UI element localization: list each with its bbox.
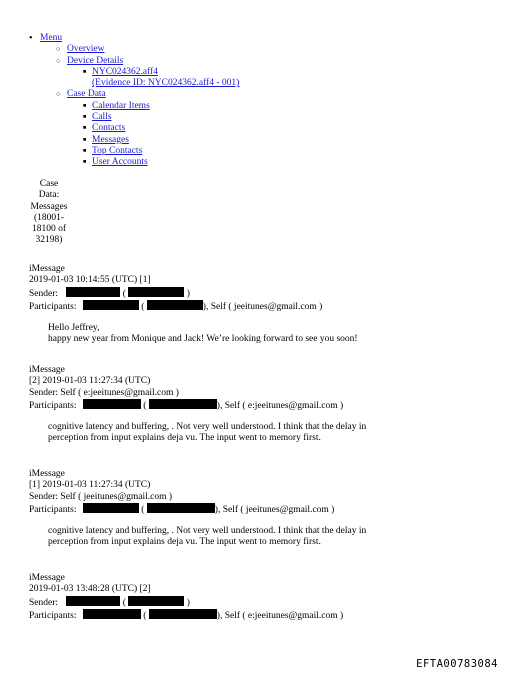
sender-label: Sender: — [29, 491, 59, 502]
participants-label: Participants: — [29, 610, 77, 621]
nav-item-overview — [67, 44, 239, 55]
message-timestamp: [1] 2019-01-03 11:27:34 (UTC) — [29, 480, 151, 491]
nav-item-user-accounts — [92, 157, 239, 168]
nav-item-case-data — [67, 89, 239, 168]
message-participants: Participants: ( ), Self ( jeeitunes@gmail.com ) — [29, 504, 335, 515]
message-body — [48, 422, 366, 445]
participants-self: ), Self ( jeeitunes@gmail.com ) — [202, 301, 323, 312]
redaction-bar — [66, 596, 120, 606]
document-id: EFTA00783084 — [416, 657, 498, 670]
menu-link[interactable]: Menu — [40, 33, 63, 43]
nav-item-messages — [92, 135, 239, 146]
message-body-line: cognitive latency and buffering, . Not very well understood. I think that the delay in — [48, 422, 367, 433]
message-type: iMessage — [29, 365, 65, 375]
message-body-line: perception from input explains deja vu. The input went to memory first. — [48, 433, 321, 444]
sender-label: Sender: — [29, 387, 59, 398]
message-sender: Sender: ( ) — [29, 597, 190, 608]
user-accounts-link[interactable]: User Accounts — [92, 157, 148, 168]
redaction-bar — [147, 300, 203, 310]
redaction-bar — [83, 503, 139, 513]
participants-label: Participants: — [29, 504, 77, 515]
message-body-line: happy new year from Monique and Jack! We’re looking forward to see you soon! — [48, 334, 358, 345]
redaction-bar — [83, 399, 141, 409]
message-sender — [29, 492, 366, 503]
case-data-link[interactable]: Case Data — [67, 89, 106, 100]
caption-line: Data: — [38, 190, 60, 201]
sender-label: Sender: — [29, 288, 59, 299]
caption-line: Messages — [30, 201, 68, 212]
device-file-link[interactable] — [92, 67, 239, 88]
device-details-link[interactable]: Device Details — [67, 55, 124, 66]
sender-self: Self ( e:jeeitunes@gmail.com ) — [60, 387, 179, 398]
message-timestamp: 2019-01-03 10:14:55 (UTC) [1] — [29, 275, 151, 286]
message-body-line: Hello Jeffrey, — [48, 323, 100, 334]
message-timestamp: 2019-01-03 13:48:28 (UTC) [2] — [29, 584, 151, 595]
message-body — [48, 526, 366, 549]
calls-link[interactable]: Calls — [92, 112, 112, 123]
redaction-bar — [147, 503, 215, 513]
menu-root — [40, 33, 239, 169]
message-body-line: perception from input explains deja vu. The input went to memory first. — [48, 537, 321, 548]
calendar-items-link[interactable]: Calendar Items — [92, 100, 150, 111]
redaction-bar — [66, 287, 120, 297]
participants-label: Participants: — [29, 400, 77, 411]
message-participants: Participants: ( ), Self ( e:jeeitunes@gmail.com ) — [29, 400, 344, 411]
message-type: iMessage — [29, 573, 65, 583]
redaction-bar — [149, 609, 217, 619]
redaction-bar — [83, 609, 141, 619]
message-type: iMessage — [29, 469, 65, 479]
message-record — [29, 573, 343, 622]
caption-line: (18001- — [33, 212, 65, 223]
nav-item-device-details — [67, 56, 239, 90]
navigation-menu — [40, 33, 239, 169]
message-sender: Sender: ( ) — [29, 288, 190, 299]
sender-self: Self ( jeeitunes@gmail.com ) — [60, 491, 173, 502]
nav-item-device-file — [92, 67, 239, 90]
redaction-bar — [83, 300, 139, 310]
message-record — [29, 469, 366, 549]
nav-item-contacts — [92, 123, 239, 134]
nav-item-calendar-items — [92, 101, 239, 112]
message-timestamp: [2] 2019-01-03 11:27:34 (UTC) — [29, 376, 151, 387]
top-contacts-link[interactable]: Top Contacts — [92, 145, 143, 156]
caption-line: Case — [39, 179, 59, 189]
evidence-id: (Evidence ID: NYC024362.aff4 - 001) — [92, 78, 240, 89]
messages-link[interactable]: Messages — [92, 134, 129, 145]
caption-line: 32198) — [35, 235, 63, 246]
nav-item-calls — [92, 112, 239, 123]
participants-self: ), Self ( e:jeeitunes@gmail.com ) — [216, 610, 344, 621]
message-record — [29, 365, 366, 445]
redaction-bar — [149, 399, 217, 409]
message-sender — [29, 388, 366, 399]
overview-link[interactable]: Overview — [67, 44, 105, 55]
participants-label: Participants: — [29, 301, 77, 312]
caption-line: 18100 of — [31, 224, 67, 235]
redaction-bar — [128, 287, 184, 297]
sender-label: Sender: — [29, 597, 59, 608]
message-participants: Participants: ( ), Self ( jeeitunes@gmail.com ) — [29, 301, 323, 312]
section-caption — [28, 179, 70, 247]
redaction-bar — [128, 596, 184, 606]
device-file-name: NYC024362.aff4 — [92, 66, 159, 77]
message-body — [48, 323, 358, 346]
message-participants: Participants: ( ), Self ( e:jeeitunes@gmail.com ) — [29, 610, 344, 621]
message-body-line: cognitive latency and buffering, . Not very well understood. I think that the delay in — [48, 526, 367, 537]
nav-item-top-contacts — [92, 146, 239, 157]
message-record — [29, 264, 358, 346]
participants-self: ), Self ( e:jeeitunes@gmail.com ) — [216, 400, 344, 411]
participants-self: ), Self ( jeeitunes@gmail.com ) — [214, 504, 335, 515]
contacts-link[interactable]: Contacts — [92, 123, 126, 134]
message-type: iMessage — [29, 264, 65, 274]
